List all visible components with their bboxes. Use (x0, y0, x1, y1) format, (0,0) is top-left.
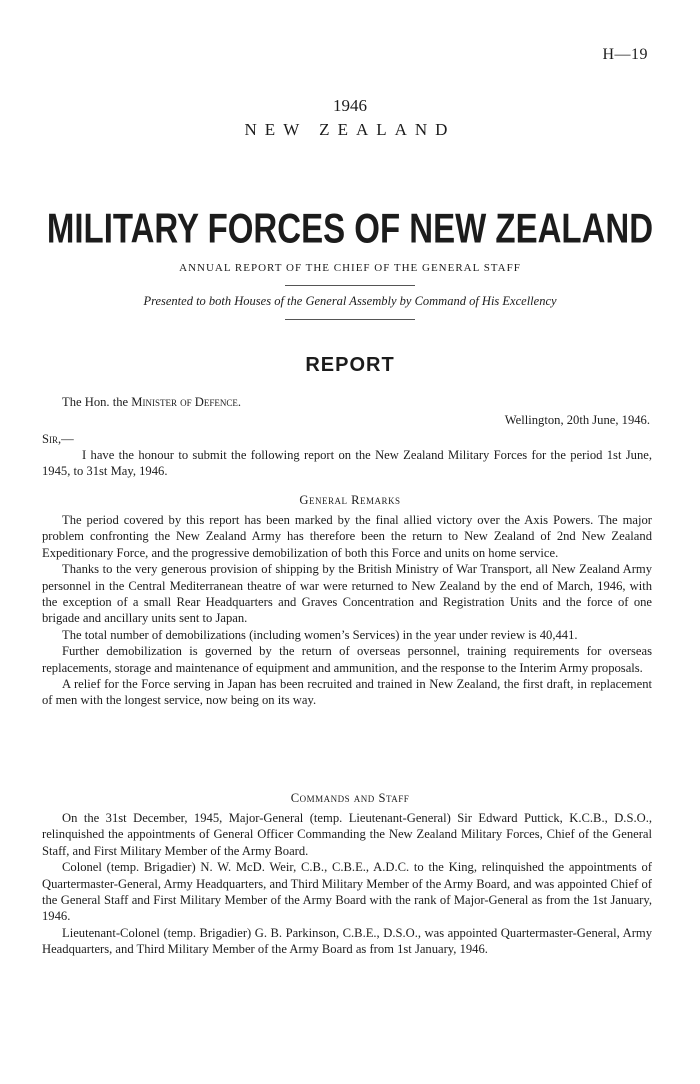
paragraph: On the 31st December, 1945, Major-General (temp. Lieutenant-General) Sir Edward Puttick, K.C.B., D.S.O., relinquished the appointments of General Officer Commanding the New Zealand Military Forces, Chief of the General Staff, and First Military Member of the Army Board. (42, 811, 652, 858)
section-heading-general-remarks: General Remarks (299, 493, 401, 507)
country-heading: NEW ZEALAND (244, 120, 456, 139)
paragraph: The period covered by this report has been marked by the final allied victory over the Axis Powers. The major problem confronting the New Zealand Army has therefore been the return to New Zealand of 2nd New Zealand Expeditionary Force, and the progressive demobilization of both this Force and units on home service. (42, 513, 652, 560)
paragraph: Further demobilization is governed by the return of overseas personnel, training requirements for overseas replacements, storage and maintenance of equipment and ammunition, and the response to the Interim Army proposals. (42, 644, 652, 675)
addressee-suffix: . (237, 395, 241, 409)
document-subtitle: ANNUAL REPORT OF THE CHIEF OF THE GENERAL STAFF (179, 262, 521, 274)
commands-and-staff-body (42, 810, 652, 958)
opening-paragraph-block (42, 447, 652, 480)
page-code: H—19 (602, 46, 648, 63)
paragraph: A relief for the Force serving in Japan has been recruited and trained in New Zealand, the first draft, in replacement of men with the longest service, now being on its way. (42, 677, 652, 708)
divider-rule (285, 285, 415, 286)
presented-line: Presented to both Houses of the General Assembly by Command of His Excellency (143, 294, 557, 308)
addressee-office: Minister of Defence (131, 395, 238, 409)
addressee-line (62, 395, 241, 410)
publication-year: 1946 (333, 96, 367, 115)
addressee-prefix: The Hon. the (62, 395, 132, 409)
paragraph: Colonel (temp. Brigadier) N. W. McD. Weir, C.B., C.B.E., A.D.C. to the King, relinquished the appointments of Quartermaster-General, Army Headquarters, and Third Military Member of the Army Board, and was appointed Chief of the General Staff and First Military Member of the Army Board with the rank of Major-General as from the 1st January, 1946. (42, 860, 652, 924)
dateline: Wellington, 20th June, 1946. (504, 413, 650, 427)
opening-paragraph: I have the honour to submit the following report on the New Zealand Military Forces for the period 1st June, 1945, to 31st May, 1946. (42, 448, 652, 479)
paragraph: Lieutenant-Colonel (temp. Brigadier) G. B. Parkinson, C.B.E., D.S.O., was appointed Quartermaster-General, Army Headquarters, and Third Military Member of the Army Board as from 1st January, 1946. (42, 925, 652, 957)
paragraph: The total number of demobilizations (including women’s Services) in the year under review is 40,441. (62, 627, 578, 642)
paragraph: Thanks to the very generous provision of shipping by the British Ministry of War Transport, all New Zealand Army personnel in the Central Mediterranean theatre of war were returned to New Zealand by the end of March, 1946, with the exception of a small Rear Headquarters and Graves Concentration and Registration Units and the force of one brigade and ancillary units sent to Japan. (42, 562, 652, 626)
section-heading-commands-and-staff: Commands and Staff (290, 791, 410, 805)
general-remarks-body (42, 512, 652, 709)
divider-rule (285, 319, 415, 320)
document-title: MILITARY FORCES OF NEW ZEALAND (46, 205, 654, 252)
report-heading: REPORT (305, 354, 395, 376)
salutation: Sir,— (42, 432, 74, 446)
